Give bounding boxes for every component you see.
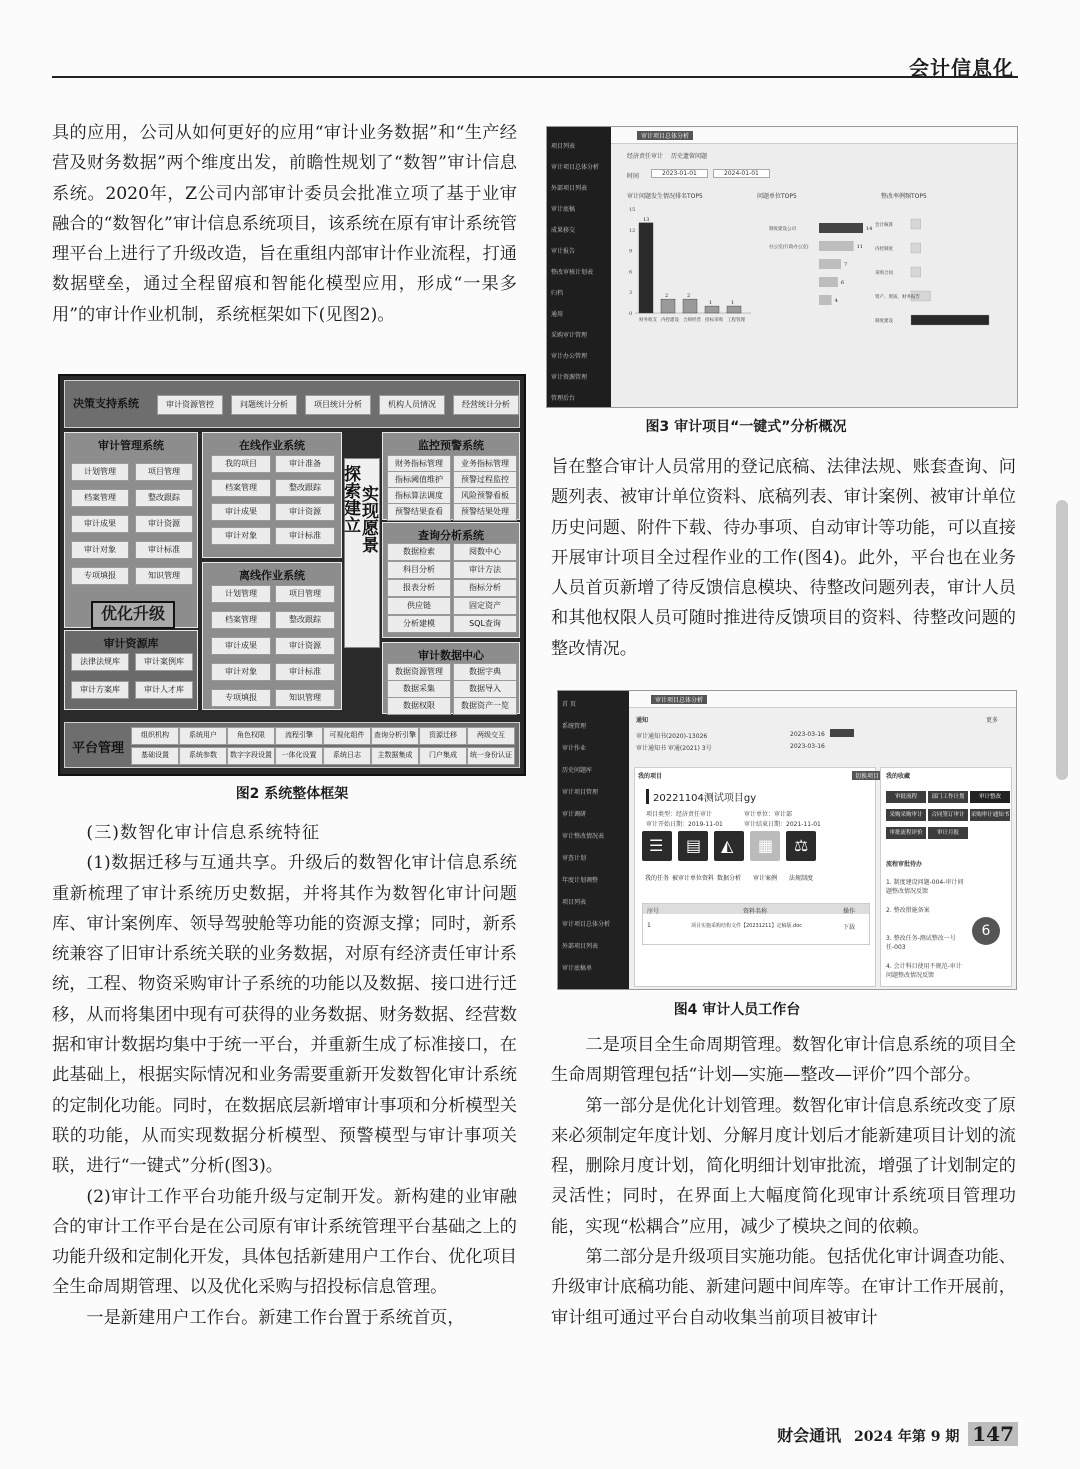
monitor-item: 预警过程监控 — [453, 471, 517, 489]
audit_mgmt-item: 整改跟踪 — [135, 489, 193, 507]
platform-item: 两级交互 — [467, 727, 515, 745]
td-index: 1 — [647, 922, 651, 929]
chart-icon: ◭ — [721, 836, 734, 855]
chart2-title: 问题单位TOP5 — [757, 193, 797, 200]
notice-label: 通知 — [636, 717, 649, 724]
more-link[interactable]: 更多 — [986, 717, 999, 724]
chart1-data-label: 1 — [709, 300, 713, 307]
chart2-bar — [819, 223, 863, 233]
left-paragraph-3: (2)审计工作平台功能升级与定制开发。新构建的业审融合的审计工作平台是在公司原有审计系统管理平台基础之上的功能升级和定制化开发，具体包括新建用户工作台、优化项目全生命周期管理、以及优化采购与招投标信息管理。 — [52, 1186, 517, 1298]
fig3-sidebar-item[interactable]: 归档 — [551, 290, 564, 297]
platform-item: 系统日志 — [323, 747, 371, 765]
audit_mgmt-item: 审计对象 — [71, 541, 129, 559]
chart2-data-label: 6 — [840, 280, 845, 286]
project-unit: 审计单位：审计部 — [744, 811, 793, 818]
monitor-item: 预警结果处理 — [453, 503, 517, 521]
online-item: 审计标准 — [275, 527, 335, 545]
fig4-sidebar-item[interactable]: 审计项目总体分析 — [562, 921, 611, 928]
tile-label-4: 审计案例 — [752, 875, 777, 882]
audit_mgmt-item: 计划管理 — [71, 463, 129, 481]
magazine-name: 财会通讯 — [777, 1426, 842, 1445]
th-action: 操作 — [843, 908, 856, 915]
audit_res-item: 审计人才库 — [135, 681, 193, 699]
fig3-tab[interactable]: 审计项目总体分析 — [637, 131, 693, 140]
chart2-data-label: 11 — [856, 244, 863, 250]
chart2-category: 制度建设公司 — [769, 227, 796, 232]
favorite-tag[interactable]: 审批流程评价 — [886, 827, 926, 839]
fig4-topbar — [629, 691, 1016, 708]
scrollbar-thumb[interactable] — [1056, 500, 1068, 780]
online-work-panel — [202, 432, 342, 558]
chart1-bar — [727, 306, 741, 313]
favorite-tag[interactable]: 审计整改 — [970, 791, 1010, 803]
audit_mgmt-item: 审计标准 — [135, 541, 193, 559]
datacenter-item: 数据导入 — [453, 680, 517, 698]
right-paragraph-1: 旨在整合审计人员常用的登记底稿、法律法规、账套查询、问题列表、被审计单位资料、底稿列表、审计案例、被审计单位历史问题、附件下载、待办事项、自动审计等功能，可以直接开展审计项目全过程作业的工作(图4)。此外，平台也在业务人员首页新增了待反馈信息模块、待整改问题列表，审计人员和其他权限人员可随时推进待反馈项目的资料、待整改问题的整改情况。 — [551, 457, 1016, 659]
fig4-sidebar-item[interactable]: 审计调研 — [562, 811, 587, 818]
favorite-tag[interactable]: 采购审计通知书 — [970, 809, 1010, 821]
tile-label-3: 数据分析 — [716, 875, 741, 882]
chart1-bar — [705, 306, 719, 313]
fig4-sidebar-item[interactable]: 审计作业 — [562, 745, 587, 752]
figure-3-caption: 图3 审计项目“一键式”分析概况 — [645, 419, 847, 435]
platform-item: 数字字段设置 — [227, 747, 275, 765]
left-column-bottom — [52, 818, 517, 1333]
fig4-sidebar-item[interactable]: 首 页 — [562, 701, 576, 708]
audit_res-item: 审计方案库 — [71, 681, 129, 699]
favorite-tag[interactable]: 采购采购审计 — [886, 809, 926, 821]
offline-work-panel — [202, 562, 342, 710]
fig4-sidebar — [558, 691, 629, 989]
chart3-bar — [911, 267, 921, 277]
decision-item: 机构人员情况 — [379, 395, 445, 415]
monitor-item: 风险预警看板 — [453, 487, 517, 505]
fig3-date-end[interactable]: 2024-01-01 — [713, 169, 770, 178]
fig3-sidebar-item[interactable]: 采购审计管理 — [551, 332, 588, 339]
offline-item: 整改跟踪 — [275, 611, 335, 629]
notice-1[interactable]: 审计通知书(2020)-13026 — [636, 733, 708, 740]
query-analysis-title: 查询分析系统 — [418, 529, 484, 542]
right-paragraph-3: 第一部分是优化计划管理。数智化审计信息系统改变了原来必须制定年度计划、分解月度计划后才能新建项目计划的流程，删除月度计划，简化明细计划审批流，增强了计划制定的灵活性；同时，在界面上大幅度简化现审计系统项目管理功能，实现“松耦合”应用，减少了模块之间的依赖。 — [551, 1095, 1016, 1237]
chart2-data-label: 14 — [866, 226, 873, 232]
platform-item: 一体化设置 — [275, 747, 323, 765]
chart1-ytick: 9 — [629, 248, 633, 255]
query-item: 科目分析 — [387, 561, 451, 579]
fig4-sidebar-item[interactable]: 外部项目列表 — [562, 943, 599, 950]
monitoring-panel — [382, 432, 520, 520]
chart3-title: 整改率例频TOP5 — [881, 193, 927, 200]
query-item: 审计方法 — [453, 561, 517, 579]
chart1-ytick: 12 — [629, 227, 636, 234]
decision-item: 问题统计分析 — [231, 395, 297, 415]
online-item: 我的项目 — [211, 455, 271, 473]
platform-title: 平台管理 — [71, 741, 124, 756]
platform-item: 统一身份认证 — [467, 747, 515, 765]
figure-3 — [546, 126, 1018, 408]
decision-item: 项目统计分析 — [305, 395, 371, 415]
datacenter-item: 数据字典 — [453, 663, 517, 681]
section-heading: (三)数智化审计信息系统特征 — [86, 823, 321, 843]
issue-number: 2024 年第 9 期 — [854, 1429, 960, 1445]
platform-band — [64, 722, 520, 768]
platform-item: 流程引擎 — [275, 727, 323, 745]
offline-item: 审计标准 — [275, 663, 335, 681]
figure-2 — [58, 374, 526, 776]
todo-count-badge: 6 — [972, 917, 1000, 945]
fig4-sidebar-item[interactable]: 审查计划 — [562, 855, 587, 862]
explore-text: 探索建立 — [340, 465, 360, 533]
switch-project-button[interactable]: 切换项目 — [852, 771, 882, 780]
fig4-sidebar-item[interactable]: 系统管理 — [562, 723, 587, 730]
chart1-ytick: 6 — [629, 269, 633, 276]
my-projects-label: 我的项目 — [638, 773, 663, 780]
favorite-tag[interactable]: 合同签订审计 — [928, 809, 968, 821]
query-item: 指标分析 — [453, 579, 517, 597]
chart3-category: 制度建设 — [875, 319, 893, 324]
online-item: 审计准备 — [275, 455, 335, 473]
fig3-filter-label: 时间 — [627, 173, 640, 180]
figure-2-caption: 图2 系统整体框架 — [235, 786, 349, 802]
tile-label-5: 法规制度 — [788, 875, 813, 882]
chart3-category: 资产、资质、财务报告 — [875, 295, 920, 300]
chart2-bar — [819, 295, 832, 305]
fig3-sidebar-item[interactable]: 审计报告 — [551, 248, 576, 255]
datacenter-item: 数据资产一览 — [453, 697, 517, 715]
favorite-tag[interactable]: 审批流程 — [886, 791, 926, 803]
audit_res-item: 法律法规库 — [71, 653, 129, 671]
decision-support-title: 决策支持系统 — [73, 397, 139, 410]
todo-label: 流程审批待办 — [886, 861, 923, 868]
decision-support-band — [64, 380, 520, 428]
platform-item: 可视化组件 — [323, 727, 371, 745]
fig3-sidebar-item[interactable]: 审计办公管理 — [551, 353, 588, 360]
audit_mgmt-item: 项目管理 — [135, 463, 193, 481]
header-rule — [52, 76, 1018, 78]
chart1-data-label: 1 — [731, 300, 735, 307]
monitor-item: 业务指标管理 — [453, 455, 517, 473]
right-column-top — [551, 452, 1016, 664]
chart3-category: 会计核算 — [875, 223, 893, 228]
online-item: 档案管理 — [211, 479, 271, 497]
right-paragraph-4: 第二部分是升级项目实施功能。包括优化审计调查功能、升级审计底稿功能、新建问题中间库等。在审计工作开展前，审计组可通过平台自动收集当前项目被审计 — [551, 1247, 1016, 1328]
left-column-top — [52, 118, 517, 330]
chart2-data-label: 4 — [834, 298, 838, 304]
page-number: 147 — [968, 1422, 1018, 1446]
section-title: 会计信息化 — [909, 56, 1014, 80]
fig3-subtab-2[interactable]: 历史遗留问题 — [671, 153, 708, 160]
vision-text: 实现愿景 — [358, 485, 378, 553]
favorite-tag[interactable]: 部门工作计划 — [928, 791, 968, 803]
docs-table — [642, 903, 870, 945]
todo-item[interactable]: 3. 整改任务-测试整改一号任-003 — [886, 935, 956, 951]
fig4-sidebar-item[interactable]: 审计整改情况表 — [562, 833, 605, 840]
chart1-category: 财务收支 — [639, 318, 657, 323]
fig3-sidebar-item[interactable]: 审计资源管理 — [551, 374, 588, 381]
platform-item: 查询分析引擎 — [371, 727, 419, 745]
online-item: 审计成果 — [211, 503, 271, 521]
chart3-bar — [911, 315, 989, 325]
document-icon: ▤ — [686, 836, 702, 855]
offline-item: 知识管理 — [275, 689, 335, 707]
chart3-bar — [911, 219, 921, 229]
explore-vision-box — [340, 458, 380, 648]
chart1-ytick: 15 — [629, 207, 636, 213]
project-end: 审计结束日期：2021-11-01 — [744, 821, 821, 828]
monitor-item: 指标阈值维护 — [387, 471, 451, 489]
chart3-bar — [911, 243, 921, 253]
chart2-bar — [819, 241, 854, 251]
chart1-category: 内控建设 — [661, 318, 679, 323]
fig4-sidebar-item[interactable]: 项目列表 — [562, 899, 587, 906]
data-center-title: 审计数据中心 — [418, 649, 484, 662]
online-item: 审计对象 — [211, 527, 271, 545]
chart1-ytick: 0 — [629, 311, 633, 317]
datacenter-item: 数据资源管理 — [387, 663, 451, 681]
right-paragraph-2: 二是项目全生命周期管理。数智化审计信息系统的项目全生命周期管理包括“计划—实施—整改—评价”四个部分。 — [551, 1035, 1016, 1086]
audit_mgmt-item: 审计成果 — [71, 515, 129, 533]
offline-item: 项目管理 — [275, 585, 335, 603]
platform-item: 资源迁移 — [419, 727, 467, 745]
chart1-bar — [683, 299, 697, 313]
notice-2[interactable]: 审计通知书 审通(2021) 3号 — [636, 745, 712, 752]
fig4-sidebar-item[interactable]: 历史问题库 — [562, 767, 593, 774]
calendar-icon: ▦ — [758, 836, 774, 855]
tile-unit-docs[interactable] — [678, 831, 708, 861]
todo-item[interactable]: 1. 制度建设问题-004-审计问题整改情况反馈 — [886, 879, 964, 895]
datacenter-item: 数据采集 — [387, 680, 451, 698]
project-title: 20221104测试项目gy — [646, 789, 756, 804]
query-item: SQL查询 — [453, 615, 517, 633]
offline-item: 计划管理 — [211, 585, 271, 603]
chart1-category: 合规经营 — [683, 318, 701, 323]
chart1-data-label: 2 — [687, 293, 691, 300]
offline-item: 审计资源 — [275, 637, 335, 655]
fig3-sidebar-item[interactable]: 成果移交 — [551, 227, 576, 234]
right-column-bottom — [551, 1030, 1016, 1333]
tile-label-2: 被审计单位资料 — [671, 875, 714, 882]
upgrade-stamp: 优化升级 — [91, 601, 175, 629]
fig3-date-start[interactable]: 2023-01-01 — [651, 169, 708, 178]
audit-management-title: 审计管理系统 — [98, 439, 164, 452]
fig3-sidebar-item[interactable]: 审计底稿 — [551, 206, 576, 213]
project-start: 审计开始日期：2019-11-01 — [646, 821, 723, 828]
chart1-category: 招标采购 — [705, 318, 723, 323]
fig3-subtab-1[interactable]: 经济责任审计 — [627, 153, 664, 160]
query-item: 固定资产 — [453, 597, 517, 615]
platform-item: 组织机构 — [131, 727, 179, 745]
todo-item[interactable]: 2. 整改措施备案 — [886, 907, 930, 914]
query-item: 供应链 — [387, 597, 451, 615]
my-favorites-label: 我的收藏 — [886, 773, 911, 780]
monitor-item: 预警结果查看 — [387, 503, 451, 521]
audit_mgmt-item: 知识管理 — [135, 567, 193, 585]
fig3-sidebar-item[interactable]: 审计项目总体分析 — [551, 164, 600, 171]
tile-tasks[interactable] — [642, 831, 672, 861]
fig3-charts — [547, 127, 1017, 407]
fig4-sidebar-item[interactable]: 审计项目管理 — [562, 789, 599, 796]
platform-item: 基础设置 — [131, 747, 179, 765]
audit_mgmt-item: 专项填报 — [71, 567, 129, 585]
fig4-tab[interactable]: 审计项目总体分析 — [651, 695, 707, 704]
left-paragraph-1: 具的应用，公司从如何更好的应用“审计业务数据”和“生产经营及财务数据”两个维度出发，前瞻性规划了“数智”审计信息系统。2020年，Z公司内部审计委员会批准立项了基于业审融合的“数智化”审计信息系统项目，该系统在原有审计系统管理平台上进行了升级改造，旨在重组内部审计作业流程，打通数据壁垒，通过全程留痕和智能化模型应用，形成“一果多用”的审计作业机制，系统框架如下(见图2)。 — [52, 123, 517, 325]
chart1-bar — [639, 223, 653, 313]
tile-label-1: 我的任务 — [644, 875, 669, 882]
monitor-item: 指标算法调度 — [387, 487, 451, 505]
chart2-bar — [819, 277, 838, 287]
chart1-bar — [661, 299, 675, 313]
left-paragraph-4: 一是新建用户工作台。新建工作台置于系统首页， — [86, 1307, 465, 1328]
favorite-tag[interactable]: 审计月报 — [928, 827, 968, 839]
figure-4 — [557, 690, 1017, 990]
fig3-sidebar-item[interactable]: 项目列表 — [551, 143, 576, 150]
decision-item: 经营统计分析 — [453, 395, 519, 415]
fig4-sidebar-item[interactable]: 审计底稿单 — [562, 965, 593, 972]
left-paragraph-2: (1)数据迁移与互通共享。升级后的数智化审计信息系统重新梳理了审计系统历史数据，并将其作为数智化审计问题库、审计案例库、领导驾驶舱等功能的资源支撑；同时，新系统兼容了旧审计系统关联的业务数据，对原有经济责任审计系统，工程、物资采购审计子系统的功能以及数据、接口进行迁移，从而将集团中现有可获得的业务数据、财务数据、经营数据和审计数据均集中于统一平台，并重新生成了标准接口，在此基础上，根据实际情况和业务需要重新开发数智化审计系统的定制化功能。同时，在数据底层新增审计事项和分析模型关联的功能，从而实现数据分析模型、预警模型与审计事项关联，进行“一键式”分析(图3)。 — [52, 853, 517, 1177]
online-work-title: 在线作业系统 — [239, 439, 305, 452]
query-item: 阅数中心 — [453, 543, 517, 561]
td-name[interactable]: 项目实施采购结构文件【20231211】定稿版.doc — [691, 923, 803, 929]
platform-item: 系统参数 — [179, 747, 227, 765]
chart3-category: 内控制度 — [875, 247, 893, 252]
platform-item: 角色权限 — [227, 727, 275, 745]
audit_mgmt-item: 档案管理 — [71, 489, 129, 507]
chart1-data-label: 13 — [643, 216, 650, 223]
audit-management-panel — [64, 432, 198, 628]
th-name: 资料名称 — [743, 908, 768, 915]
chart1-data-label: 2 — [665, 293, 669, 300]
audit-resource-title: 审计资源库 — [103, 637, 159, 650]
platform-item: 系统用户 — [179, 727, 227, 745]
platform-item: 门户集成 — [419, 747, 467, 765]
chart2-data-label: 7 — [844, 262, 848, 268]
query-item: 数据检索 — [387, 543, 451, 561]
notice-date-2: 2023-03-16 — [790, 743, 825, 750]
fig3-sidebar-item[interactable]: 管理后台 — [551, 395, 576, 402]
chart1-category: 工程管理 — [727, 318, 745, 323]
td-download[interactable]: 下载 — [843, 924, 856, 931]
chart1-title: 审计问题发生情况排名TOP5 — [627, 193, 703, 200]
list-icon: ☰ — [649, 836, 664, 855]
tile-regulations[interactable] — [786, 831, 816, 861]
notice-date-1: 2023-03-16 — [790, 731, 825, 738]
monitor-item: 财务指标管理 — [387, 455, 451, 473]
query-analysis-panel — [382, 522, 520, 638]
page-footer — [777, 1422, 1018, 1446]
fig4-sidebar-item[interactable]: 年度计划调整 — [562, 877, 599, 884]
scale-icon: ⚖ — [794, 836, 809, 855]
fig3-sidebar-item[interactable]: 整改审核计划表 — [551, 269, 594, 276]
chart3-category: 采购合同 — [875, 271, 893, 276]
figure-4-caption: 图4 审计人员工作台 — [673, 1002, 801, 1018]
query-item: 分析建模 — [387, 615, 451, 633]
query-item: 报表分析 — [387, 579, 451, 597]
chart2-bar — [819, 259, 841, 269]
offline-item: 专项填报 — [211, 689, 271, 707]
fig3-sidebar-item[interactable]: 外部项目列表 — [551, 185, 588, 192]
audit-resource-panel — [64, 630, 198, 710]
online-item: 审计资源 — [275, 503, 335, 521]
decision-item: 审计资源管控 — [157, 395, 223, 415]
th-index: 序号 — [647, 908, 660, 915]
platform-item: 主数据集成 — [371, 747, 419, 765]
todo-item[interactable]: 4. 会计科目使用不规范-审计问题整改情况反馈 — [886, 963, 962, 979]
online-item: 整改跟踪 — [275, 479, 335, 497]
audit_res-item: 审计案例库 — [135, 653, 193, 671]
project-type: 项目类型：经济责任审计 — [646, 811, 713, 818]
blurred-block — [830, 729, 854, 737]
offline-item: 审计对象 — [211, 663, 271, 681]
monitoring-title: 监控预警系统 — [418, 439, 484, 452]
offline-work-title: 离线作业系统 — [239, 569, 305, 582]
fig3-sidebar-item[interactable]: 通用 — [551, 311, 564, 318]
datacenter-item: 数据权限 — [387, 697, 451, 715]
data-center-panel — [382, 642, 520, 714]
offline-item: 档案管理 — [211, 611, 271, 629]
chart1-ytick: 3 — [629, 290, 633, 297]
chart2-category: 办公室(行政办公室) — [769, 245, 809, 250]
offline-item: 审计成果 — [211, 637, 271, 655]
tile-data-analysis[interactable] — [714, 831, 744, 861]
tile-audit-cases[interactable] — [750, 831, 780, 861]
audit_mgmt-item: 审计资源 — [135, 515, 193, 533]
